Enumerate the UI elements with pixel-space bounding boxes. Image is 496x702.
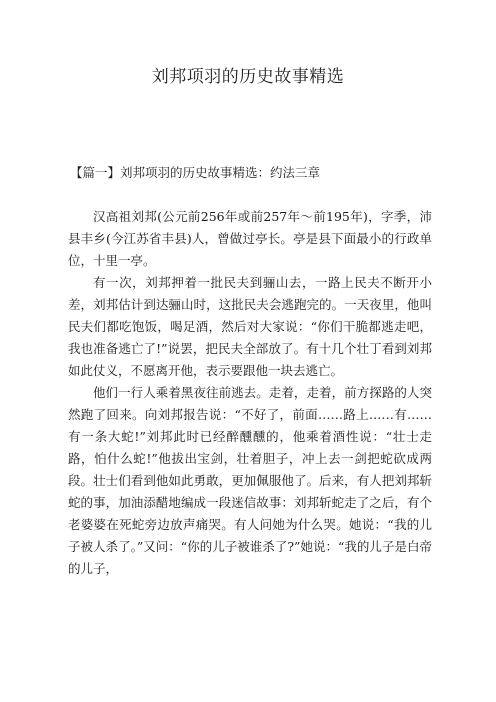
paragraph: 汉高祖刘邦(公元前256年或前257年～前195年)，字季，沛县丰乡(今江苏省丰县)人，曾做过亭长。亭是县下面最小的行政单位，十里一亭。 bbox=[68, 209, 432, 268]
document-title: 刘邦项羽的历史故事精选 bbox=[151, 67, 345, 87]
article-body bbox=[68, 206, 432, 580]
paragraph: 他们一行人乘着黑夜往前逃去。走着，走着，前方探路的人突然跑了回来。向刘邦报告说：“不好了，前面……路上……有……有一条大蛇!”刘邦此时已经醉醺醺的，他乘着酒性说：“壮士走路，怕什么蛇!”他拔出宝剑，壮着胆子，冲上去一剑把蛇砍成两段。壮士们看到他如此勇敢，更加佩服他了。后来，有人把刘邦斩蛇的事，加油添醋地编成一段迷信故事：刘邦斩蛇走了之后，有个老婆婆在死蛇旁边放声痛哭。有人问她为什么哭。她说：“我的儿子被人杀了。”又问：“你的儿子被谁杀了?”她说：“我的儿子是白帝的儿子， bbox=[68, 385, 432, 576]
section-heading: 【篇一】刘邦项羽的历史故事精选：约法三章 bbox=[70, 165, 321, 180]
paragraph: 有一次，刘邦押着一批民夫到骊山去，一路上民夫不断开小差，刘邦估计到达骊山时，这批民夫会逃跑完的。一天夜里，他叫民夫们都吃饱饭，喝足酒，然后对大家说：“你们干脆都逃走吧，我也准备逃亡了!”说罢，把民夫全部放了。有十几个壮丁看到刘邦如此仗义，不愿离开他，表示要跟他一块去逃亡。 bbox=[68, 275, 432, 378]
